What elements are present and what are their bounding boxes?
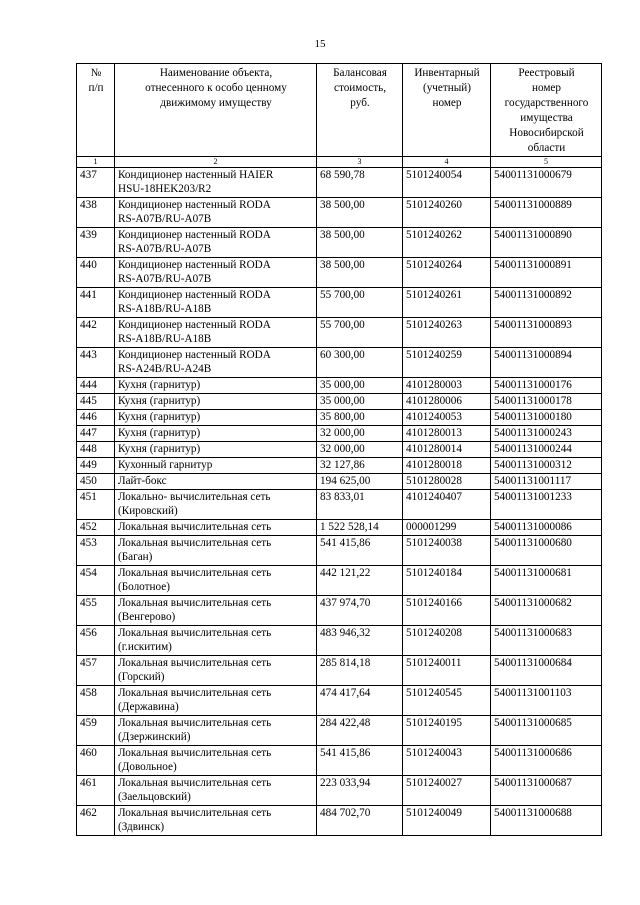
inventory-number: 5101240260 [403, 198, 491, 228]
row-number: 456 [77, 626, 115, 656]
inventory-number: 5101240011 [403, 656, 491, 686]
header-line: стоимость, [334, 82, 386, 94]
inventory-number: 5101240545 [403, 686, 491, 716]
header-number [77, 64, 115, 157]
table-row [77, 716, 602, 746]
inventory-number: 5101240184 [403, 566, 491, 596]
header-line: Балансовая [333, 67, 387, 79]
inventory-number: 5101240261 [403, 288, 491, 318]
table-row [77, 490, 602, 520]
object-name-line: Кухонный гарнитур [118, 459, 213, 471]
property-registry-table [76, 63, 602, 836]
inventory-number: 4101280013 [403, 426, 491, 442]
header-balance-cost [317, 64, 403, 157]
registry-number: 54001131000687 [491, 776, 602, 806]
inventory-number: 5101240038 [403, 536, 491, 566]
header-registry-number [491, 64, 602, 157]
inventory-number: 4101280003 [403, 378, 491, 394]
object-name [115, 228, 317, 258]
registry-number: 54001131000682 [491, 596, 602, 626]
balance-cost: 60 300,00 [317, 348, 403, 378]
object-name [115, 806, 317, 836]
table-row [77, 626, 602, 656]
object-name-line: Кухня (гарнитур) [118, 411, 201, 423]
table-row [77, 536, 602, 566]
balance-cost: 55 700,00 [317, 288, 403, 318]
inventory-number: 4101280014 [403, 442, 491, 458]
row-number: 437 [77, 168, 115, 198]
object-name-line: Кухня (гарнитур) [118, 395, 201, 407]
table-header-row [77, 64, 602, 157]
header-line: Новосибирской [509, 127, 584, 139]
balance-cost: 483 946,32 [317, 626, 403, 656]
table-row [77, 318, 602, 348]
registry-number: 54001131000176 [491, 378, 602, 394]
registry-number: 54001131000679 [491, 168, 602, 198]
object-name-line: (г.искитим) [118, 641, 172, 653]
registry-number: 54001131000683 [491, 626, 602, 656]
table-row [77, 596, 602, 626]
registry-number: 54001131000243 [491, 426, 602, 442]
inventory-number: 000001299 [403, 520, 491, 536]
inventory-number: 4101240053 [403, 410, 491, 426]
object-name-line: Локальная вычислительная сеть [118, 567, 272, 579]
registry-number: 54001131000180 [491, 410, 602, 426]
balance-cost: 223 033,94 [317, 776, 403, 806]
inventory-number: 5101240259 [403, 348, 491, 378]
object-name-line: Локально- вычислительная сеть [118, 491, 271, 503]
row-number: 441 [77, 288, 115, 318]
object-name-line: Кондиционер настенный RODA [118, 289, 271, 301]
object-name-line: (Болотное) [118, 581, 170, 593]
table-row [77, 198, 602, 228]
balance-cost: 83 833,01 [317, 490, 403, 520]
inventory-number: 5101280028 [403, 474, 491, 490]
row-number: 439 [77, 228, 115, 258]
header-line: отнесенного к особо ценному [145, 82, 287, 94]
row-number: 459 [77, 716, 115, 746]
object-name [115, 378, 317, 394]
header-line: движимому имуществу [160, 97, 272, 109]
column-number: 3 [317, 157, 403, 168]
header-line: (учетный) [422, 82, 472, 94]
object-name-line: Локальная вычислительная сеть [118, 521, 272, 533]
object-name-line: Локальная вычислительная сеть [118, 747, 272, 759]
registry-number: 54001131000086 [491, 520, 602, 536]
balance-cost: 38 500,00 [317, 198, 403, 228]
row-number: 447 [77, 426, 115, 442]
object-name [115, 458, 317, 474]
column-number: 5 [491, 157, 602, 168]
balance-cost: 194 625,00 [317, 474, 403, 490]
registry-number: 54001131000890 [491, 228, 602, 258]
inventory-number: 4101240407 [403, 490, 491, 520]
object-name-line: (Кировский) [118, 505, 178, 517]
row-number: 438 [77, 198, 115, 228]
object-name [115, 626, 317, 656]
balance-cost: 474 417,64 [317, 686, 403, 716]
header-line: имущества [520, 112, 573, 124]
object-name [115, 288, 317, 318]
object-name-line: Кондиционер настенный RODA [118, 259, 271, 271]
object-name-line: Кондиционер настенный RODA [118, 199, 271, 211]
registry-number: 54001131000178 [491, 394, 602, 410]
row-number: 460 [77, 746, 115, 776]
object-name-line: (Дзержинский) [118, 731, 191, 743]
header-line: Инвентарный [414, 67, 480, 79]
inventory-number: 5101240262 [403, 228, 491, 258]
object-name [115, 258, 317, 288]
object-name-line: HSU-18HEK203/R2 [118, 183, 212, 195]
object-name [115, 442, 317, 458]
registry-number: 54001131000684 [491, 656, 602, 686]
table-row [77, 686, 602, 716]
balance-cost: 32 000,00 [317, 426, 403, 442]
table-row [77, 258, 602, 288]
object-name-line: RS-A24B/RU-A24B [118, 363, 212, 375]
object-name-line: Кондиционер настенный RODA [118, 349, 271, 361]
header-line: номер [531, 82, 561, 94]
registry-number: 54001131001233 [491, 490, 602, 520]
object-name-line: (Державина) [118, 701, 179, 713]
table-row [77, 656, 602, 686]
table-row [77, 566, 602, 596]
inventory-number: 5101240195 [403, 716, 491, 746]
column-number-row [77, 157, 602, 168]
balance-cost: 541 415,86 [317, 746, 403, 776]
registry-number: 54001131001103 [491, 686, 602, 716]
header-line: п/п [88, 82, 104, 94]
table-row [77, 520, 602, 536]
page-number: 15 [314, 38, 326, 50]
header-line: Наименование объекта, [159, 67, 273, 79]
registry-number: 54001131000892 [491, 288, 602, 318]
balance-cost: 32 000,00 [317, 442, 403, 458]
header-line: руб. [350, 97, 370, 109]
object-name-line: (Здвинск) [118, 821, 165, 833]
table-row [77, 288, 602, 318]
column-number: 4 [403, 157, 491, 168]
registry-number: 54001131000686 [491, 746, 602, 776]
registry-number: 54001131000889 [491, 198, 602, 228]
table-row [77, 746, 602, 776]
registry-number: 54001131000893 [491, 318, 602, 348]
balance-cost: 442 121,22 [317, 566, 403, 596]
header-line: № [90, 67, 102, 79]
object-name [115, 318, 317, 348]
balance-cost: 35 000,00 [317, 394, 403, 410]
row-number: 446 [77, 410, 115, 426]
object-name-line: (Заельцовский) [118, 791, 191, 803]
row-number: 462 [77, 806, 115, 836]
balance-cost: 285 814,18 [317, 656, 403, 686]
header-line: государственного [504, 97, 589, 109]
row-number: 442 [77, 318, 115, 348]
object-name-line: (Баган) [118, 551, 153, 563]
inventory-number: 5101240043 [403, 746, 491, 776]
object-name [115, 536, 317, 566]
table-row [77, 442, 602, 458]
balance-cost: 35 000,00 [317, 378, 403, 394]
balance-cost: 38 500,00 [317, 258, 403, 288]
row-number: 444 [77, 378, 115, 394]
inventory-number: 5101240208 [403, 626, 491, 656]
object-name-line: Кондиционер настенный HAIER [118, 169, 274, 181]
balance-cost: 38 500,00 [317, 228, 403, 258]
balance-cost: 1 522 528,14 [317, 520, 403, 536]
balance-cost: 68 590,78 [317, 168, 403, 198]
object-name [115, 716, 317, 746]
table-row [77, 806, 602, 836]
row-number: 461 [77, 776, 115, 806]
registry-number: 54001131000688 [491, 806, 602, 836]
row-number: 443 [77, 348, 115, 378]
object-name-line: RS-A18B/RU-A18B [118, 333, 212, 345]
inventory-number: 5101240049 [403, 806, 491, 836]
header-line: номер [432, 97, 462, 109]
object-name [115, 520, 317, 536]
header-line: области [527, 142, 566, 154]
object-name [115, 410, 317, 426]
object-name-line: Кухня (гарнитур) [118, 443, 201, 455]
object-name-line: Локальная вычислительная сеть [118, 597, 272, 609]
object-name-line: Кондиционер настенный RODA [118, 319, 271, 331]
row-number: 448 [77, 442, 115, 458]
header-object-name [115, 64, 317, 157]
inventory-number: 5101240054 [403, 168, 491, 198]
object-name-line: Локальная вычислительная сеть [118, 777, 272, 789]
object-name-line: RS-A07B/RU-A07B [118, 213, 212, 225]
object-name [115, 348, 317, 378]
object-name [115, 198, 317, 228]
row-number: 457 [77, 656, 115, 686]
balance-cost: 284 422,48 [317, 716, 403, 746]
object-name-line: Кухня (гарнитур) [118, 427, 201, 439]
object-name-line: Локальная вычислительная сеть [118, 657, 272, 669]
object-name [115, 474, 317, 490]
inventory-number: 5101240263 [403, 318, 491, 348]
table-row [77, 168, 602, 198]
object-name-line: Локальная вычислительная сеть [118, 627, 272, 639]
registry-number: 54001131000894 [491, 348, 602, 378]
table-body [77, 168, 602, 836]
object-name-line: RS-A07B/RU-A07B [118, 273, 212, 285]
object-name [115, 776, 317, 806]
table-row [77, 474, 602, 490]
table-row [77, 228, 602, 258]
object-name [115, 490, 317, 520]
object-name [115, 566, 317, 596]
table-row [77, 426, 602, 442]
object-name-line: RS-A07B/RU-A07B [118, 243, 212, 255]
registry-number: 54001131000685 [491, 716, 602, 746]
balance-cost: 32 127,86 [317, 458, 403, 474]
object-name [115, 426, 317, 442]
row-number: 453 [77, 536, 115, 566]
table-row [77, 410, 602, 426]
row-number: 452 [77, 520, 115, 536]
object-name-line: RS-A18B/RU-A18B [118, 303, 212, 315]
registry-number: 54001131000312 [491, 458, 602, 474]
row-number: 449 [77, 458, 115, 474]
balance-cost: 484 702,70 [317, 806, 403, 836]
object-name-line: Кондиционер настенный RODA [118, 229, 271, 241]
table-row [77, 776, 602, 806]
inventory-number: 5101240166 [403, 596, 491, 626]
column-number: 1 [77, 157, 115, 168]
object-name [115, 394, 317, 410]
object-name-line: (Венгерово) [118, 611, 176, 623]
row-number: 451 [77, 490, 115, 520]
object-name-line: (Довольное) [118, 761, 177, 773]
row-number: 445 [77, 394, 115, 410]
registry-number: 54001131001117 [491, 474, 602, 490]
balance-cost: 55 700,00 [317, 318, 403, 348]
row-number: 454 [77, 566, 115, 596]
inventory-number: 5101240264 [403, 258, 491, 288]
row-number: 458 [77, 686, 115, 716]
object-name-line: Локальная вычислительная сеть [118, 537, 272, 549]
inventory-number: 4101280006 [403, 394, 491, 410]
registry-number: 54001131000681 [491, 566, 602, 596]
object-name [115, 656, 317, 686]
column-number: 2 [115, 157, 317, 168]
object-name-line: Кухня (гарнитур) [118, 379, 201, 391]
table-row [77, 394, 602, 410]
registry-number: 54001131000244 [491, 442, 602, 458]
table-row [77, 458, 602, 474]
object-name-line: Локальная вычислительная сеть [118, 717, 272, 729]
object-name-line: (Горский) [118, 671, 165, 683]
row-number: 440 [77, 258, 115, 288]
object-name-line: Локальная вычислительная сеть [118, 687, 272, 699]
object-name-line: Локальная вычислительная сеть [118, 807, 272, 819]
row-number: 450 [77, 474, 115, 490]
balance-cost: 541 415,86 [317, 536, 403, 566]
registry-number: 54001131000891 [491, 258, 602, 288]
object-name [115, 168, 317, 198]
inventory-number: 5101240027 [403, 776, 491, 806]
object-name [115, 746, 317, 776]
balance-cost: 437 974,70 [317, 596, 403, 626]
balance-cost: 35 800,00 [317, 410, 403, 426]
object-name [115, 686, 317, 716]
table-row [77, 378, 602, 394]
table-row [77, 348, 602, 378]
inventory-number: 4101280018 [403, 458, 491, 474]
header-line: Реестровый [518, 67, 575, 79]
registry-number: 54001131000680 [491, 536, 602, 566]
object-name [115, 596, 317, 626]
object-name-line: Лайт-бокс [118, 475, 167, 487]
header-inventory-number [403, 64, 491, 157]
row-number: 455 [77, 596, 115, 626]
